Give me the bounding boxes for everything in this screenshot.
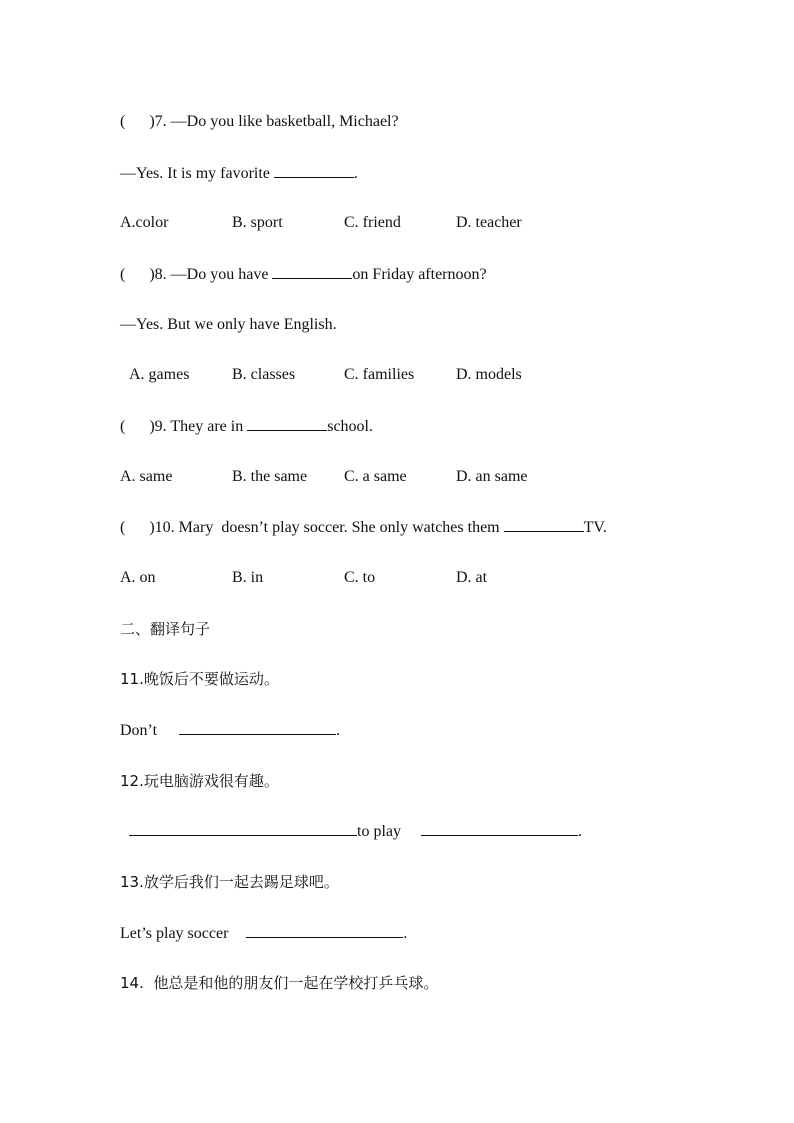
answer-paren: ( ) xyxy=(120,418,155,435)
option-d[interactable]: D. at xyxy=(456,569,488,586)
question-12-prompt: 12.玩电脑游戏很有趣。 xyxy=(120,772,279,790)
answer-middle: to play xyxy=(357,823,401,840)
question-13-answer-line xyxy=(120,923,407,944)
option-b[interactable]: B. sport xyxy=(232,214,283,231)
option-c[interactable]: C. families xyxy=(344,366,415,383)
option-a[interactable]: A. same xyxy=(120,468,173,485)
fill-blank[interactable] xyxy=(247,416,327,431)
question-suffix: TV. xyxy=(583,519,607,536)
question-9 xyxy=(120,416,373,437)
fill-blank[interactable] xyxy=(272,264,352,279)
answer-text: —Yes. It is my favorite xyxy=(120,165,274,182)
question-8 xyxy=(120,264,487,285)
answer-suffix: . xyxy=(403,925,408,942)
option-c[interactable]: C. friend xyxy=(344,214,401,231)
question-14-prompt: 14. 他总是和他的朋友们一起在学校打乒乓球。 xyxy=(120,974,439,992)
question-8-answer-line xyxy=(120,315,337,335)
answer-suffix: . xyxy=(336,722,341,739)
question-13-prompt: 13.放学后我们一起去踢足球吧。 xyxy=(120,873,339,891)
answer-prefix: Don’t xyxy=(120,722,158,739)
question-11-answer-line xyxy=(120,720,340,741)
answer-suffix: . xyxy=(578,823,582,840)
answer-prefix: Let’s play soccer xyxy=(120,925,229,942)
fill-blank[interactable] xyxy=(421,821,578,836)
option-c[interactable]: C. to xyxy=(344,569,376,586)
answer-suffix: . xyxy=(353,165,358,182)
fill-blank[interactable] xyxy=(504,517,584,532)
option-a[interactable]: A. on xyxy=(120,569,156,586)
option-d[interactable]: D. teacher xyxy=(456,214,522,231)
fill-blank[interactable] xyxy=(246,923,403,938)
option-d[interactable]: D. an same xyxy=(456,468,528,485)
answer-paren: ( ) xyxy=(120,113,155,130)
fill-blank[interactable] xyxy=(274,163,354,178)
answer-paren: ( ) xyxy=(120,266,155,283)
question-text: 8. —Do you have xyxy=(154,266,273,283)
option-c[interactable]: C. a same xyxy=(344,468,407,485)
question-11-prompt: 11.晚饭后不要做运动。 xyxy=(120,670,279,688)
fill-blank[interactable] xyxy=(179,720,336,735)
option-a[interactable]: A. games xyxy=(129,366,190,383)
answer-paren: ( ) xyxy=(120,519,155,536)
option-b[interactable]: B. classes xyxy=(232,366,296,383)
question-suffix: on Friday afternoon? xyxy=(352,266,487,283)
option-b[interactable]: B. the same xyxy=(232,468,308,485)
section-heading: 二、翻译句子 xyxy=(120,620,211,638)
option-a[interactable]: A.color xyxy=(120,214,169,231)
question-10 xyxy=(120,517,607,538)
question-text: 9. They are in xyxy=(154,418,248,435)
answer-text: —Yes. But we only have English. xyxy=(120,316,337,333)
question-7 xyxy=(120,112,399,132)
question-suffix: school. xyxy=(327,418,373,435)
question-12-answer-line xyxy=(129,821,582,842)
option-d[interactable]: D. models xyxy=(456,366,522,383)
option-b[interactable]: B. in xyxy=(232,569,264,586)
question-7-answer-line xyxy=(120,163,358,184)
question-text: 7. —Do you like basketball, Michael? xyxy=(154,113,399,130)
question-text: 10. Mary doesn’t play soccer. She only watches them xyxy=(154,519,504,536)
fill-blank[interactable] xyxy=(129,821,357,836)
